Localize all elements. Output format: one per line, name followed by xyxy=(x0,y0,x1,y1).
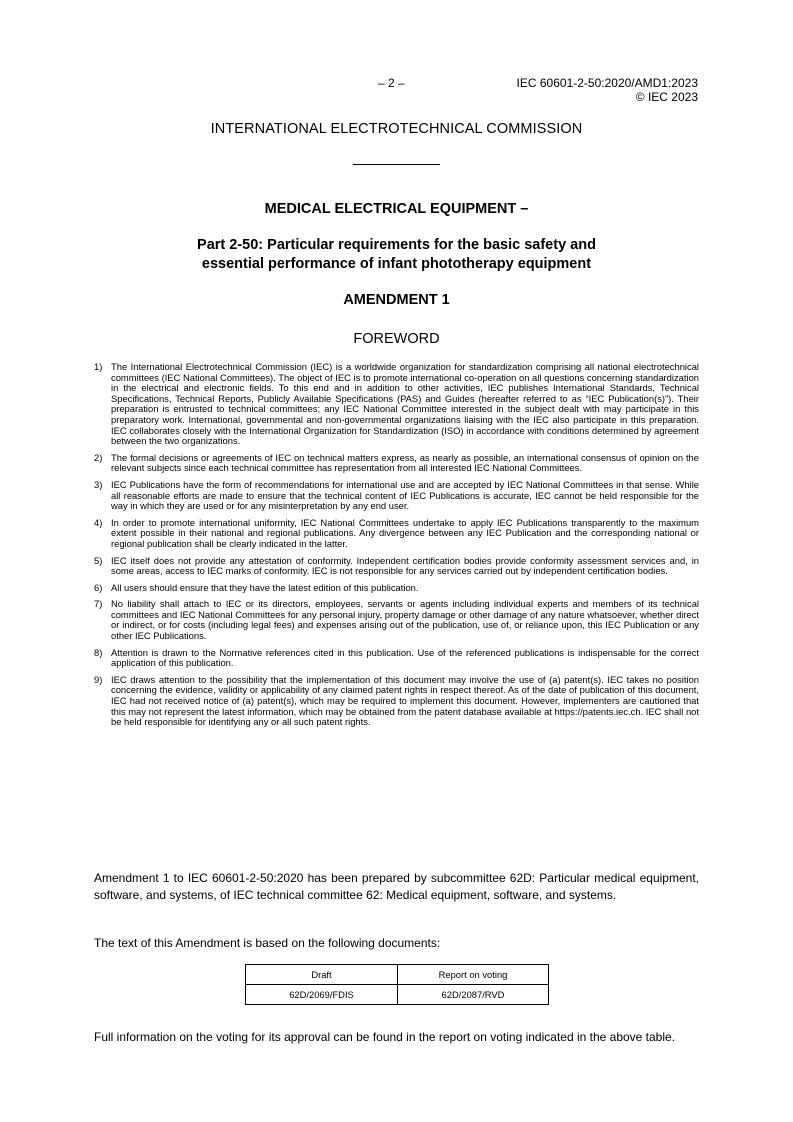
title-divider xyxy=(353,164,440,165)
foreword-item-number: 1) xyxy=(94,361,103,372)
foreword-item xyxy=(94,480,699,512)
part-title-line-2: essential performance of infant phototherapy equipment xyxy=(201,256,592,272)
foreword-item-number: 4) xyxy=(94,516,103,528)
foreword-item-number: 2) xyxy=(94,451,103,463)
foreword-item-number: 8) xyxy=(94,646,103,658)
foreword-item-number: 9) xyxy=(94,673,103,685)
foreword-item-text: All users should ensure that they have the latest edition of this publication. xyxy=(111,581,419,593)
table-cell-report: 62D/2087/RVD xyxy=(398,985,549,1005)
page-number: – 2 – xyxy=(378,76,405,90)
part-title xyxy=(0,236,793,274)
foreword-item-text: IEC draws attention to the possibility that the implementation of this document may involve the use of (a) patent(s). IEC takes no position concerning the evidence, validity or applicability of any claimed patent rights in respect thereof. As of the date of publication of this document, IEC had not received notice of (a) patent(s), which may be required to implement this document. However, implementers are cautioned that this may not represent the latest information, which may be obtained from the patent database available at https://patents.iec.ch. IEC shall not be held responsible for identifying any or all such patent rights. xyxy=(111,673,699,728)
foreword-item-text: The formal decisions or agreements of IEC on technical matters express, as nearly as possible, an international consensus of opinion on the relevant subjects since each technical committee has representation from all interested IEC National Committees. xyxy=(111,451,699,474)
foreword-item xyxy=(94,599,699,641)
copyright-text: © IEC 2023 xyxy=(635,90,698,104)
table-cell-draft: 62D/2069/FDIS xyxy=(246,985,398,1005)
foreword-item-text: In order to promote international uniformity, IEC National Committees undertake to apply IEC Publications transparently to the maximum extent possible in their national and regional publications. Any divergence between any IEC Publication and the corresponding national or regional publication shall be clearly indicated in the latter. xyxy=(111,516,699,549)
foreword-item-text: Attention is drawn to the Normative references cited in this publication. Use of the referenced publications is indispensable for the correct application of this publication. xyxy=(111,646,699,669)
foreword-item-number: 6) xyxy=(94,581,103,593)
organization-name: INTERNATIONAL ELECTROTECHNICAL COMMISSION xyxy=(210,121,583,137)
amendment-title: AMENDMENT 1 xyxy=(343,292,450,308)
table-header-draft: Draft xyxy=(246,965,398,985)
foreword-item xyxy=(94,518,699,550)
voting-info-paragraph: Full information on the voting for its approval can be found in the report on voting indicated in the above table. xyxy=(94,1030,676,1044)
foreword-item xyxy=(94,648,699,669)
table-header-row xyxy=(246,965,549,985)
prepared-by-paragraph: Amendment 1 to IEC 60601-2-50:2020 has been prepared by subcommittee 62D: Particular medical equipment, software, and systems, of IEC technical committee 62: Medical equipment, software, and systems. xyxy=(94,871,699,902)
foreword-heading: FOREWORD xyxy=(353,331,440,347)
foreword-item xyxy=(94,556,699,577)
table-row xyxy=(246,985,549,1005)
document-title: MEDICAL ELECTRICAL EQUIPMENT – xyxy=(264,201,529,217)
table-header-report: Report on voting xyxy=(398,965,549,985)
part-title-line-1: Part 2-50: Particular requirements for the basic safety and xyxy=(197,237,596,253)
foreword-item-text: No liability shall attach to IEC or its directors, employees, servants or agents including individual experts and members of its technical committees and IEC National Committees for any personal injury, property damage or other damage of any nature whatsoever, whether direct or indirect, or for costs (including legal fees) and expenses arising out of the publication, use of, or reliance upon, this IEC Publication or any other IEC Publications. xyxy=(111,598,699,642)
foreword-item xyxy=(94,675,699,728)
foreword-item-number: 3) xyxy=(94,478,103,490)
foreword-item xyxy=(94,583,699,594)
foreword-item-text: IEC itself does not provide any attestation of conformity. Independent certification bodies provide conformity assessment services and, in some areas, access to IEC marks of conformity. IEC is not responsible for any services carried out by independent certification bodies. xyxy=(111,554,699,577)
document-identifier xyxy=(517,76,698,104)
foreword-item-text: The International Electrotechnical Commission (IEC) is a worldwide organization for standardization comprising all national electrotechnical committees (IEC National Committees). The object of IEC is to promote international co-operation on all questions concerning standardization in the electrical and electronic fields. To this end and in addition to other activities, IEC publishes International Standards, Technical Specifications, Technical Reports, Publicly Available Specifications (PAS) and Guides (hereafter referred to as “IEC Publication(s)”). Their preparation is entrusted to technical committees; any IEC National Committee interested in the subject dealt with may participate in this preparatory work. International, governmental and non-governmental organizations liaising with the IEC also participate in this preparation. IEC collaborates closely with the International Organization for Standardization (ISO) in accordance with conditions determined by agreement between the two organizations. xyxy=(111,361,699,447)
foreword-item xyxy=(94,362,699,447)
foreword-item-text: IEC Publications have the form of recommendations for international use and are accepted by IEC National Committees in that sense. While all reasonable efforts are made to ensure that the technical content of IEC Publications is accurate, IEC cannot be held responsible for the way in which they are used or for any misinterpretation by any end user. xyxy=(111,478,699,512)
documents-table xyxy=(245,964,549,1005)
foreword-list xyxy=(94,362,699,734)
foreword-item-number: 5) xyxy=(94,554,103,566)
based-on-paragraph: The text of this Amendment is based on the following documents: xyxy=(94,936,441,950)
foreword-item-number: 7) xyxy=(94,598,103,610)
doc-id-text: IEC 60601-2-50:2020/AMD1:2023 xyxy=(516,76,698,90)
foreword-item xyxy=(94,453,699,474)
